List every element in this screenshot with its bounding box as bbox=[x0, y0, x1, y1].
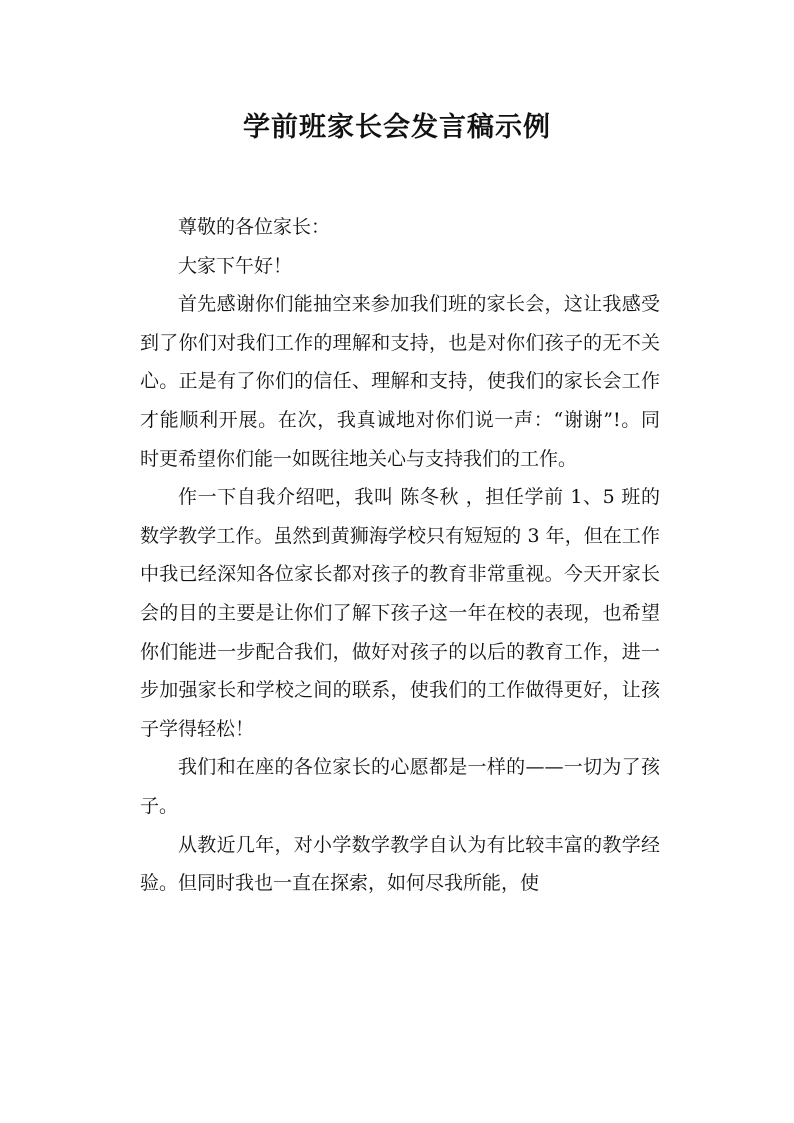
teaching-experience-paragraph: 从教近几年，对小学数学教学自认为有比较丰富的教学经验。但同时我也一直在探索，如何尽我所能，使 bbox=[140, 833, 660, 895]
shared-wish-paragraph: 我们和在座的各位家长的心愿都是一样的——一切为了孩子。 bbox=[140, 756, 660, 817]
greeting-paragraph: 大家下午好！ bbox=[178, 254, 293, 277]
self-introduction-paragraph: 作一下自我介绍吧，我叫 陈冬秋 ，担任学前 1、5 班的数学教学工作。虽然到黄狮海学校只有短短的 3 年，但在工作中我已经深知各位家长都对孩子的教育非常重视。今天开家长会的目的主要是让你们了解下孩子这一年在校的表现，也希望你们能进一步配合我们，做好对孩子的以后的教育工作，进一步加强家长和学校之间的联系，使我们的工作做得更好，让孩子学得轻松！ bbox=[140, 486, 660, 740]
salutation-paragraph: 尊敬的各位家长： bbox=[178, 216, 331, 238]
document-body bbox=[140, 208, 660, 903]
document-title: 学前班家长会发言稿示例 bbox=[243, 112, 551, 143]
thanks-paragraph: 首先感谢你们能抽空来参加我们班的家长会，这让我感受到了你们对我们工作的理解和支持，也是对你们孩子的无不关心。正是有了你们的信任、理解和支持，使我们的家长会工作才能顺利开展。在次，我真诚地对你们说一声：“谢谢”!。同时更希望你们能一如既往地关心与支持我们的工作。 bbox=[140, 293, 660, 470]
